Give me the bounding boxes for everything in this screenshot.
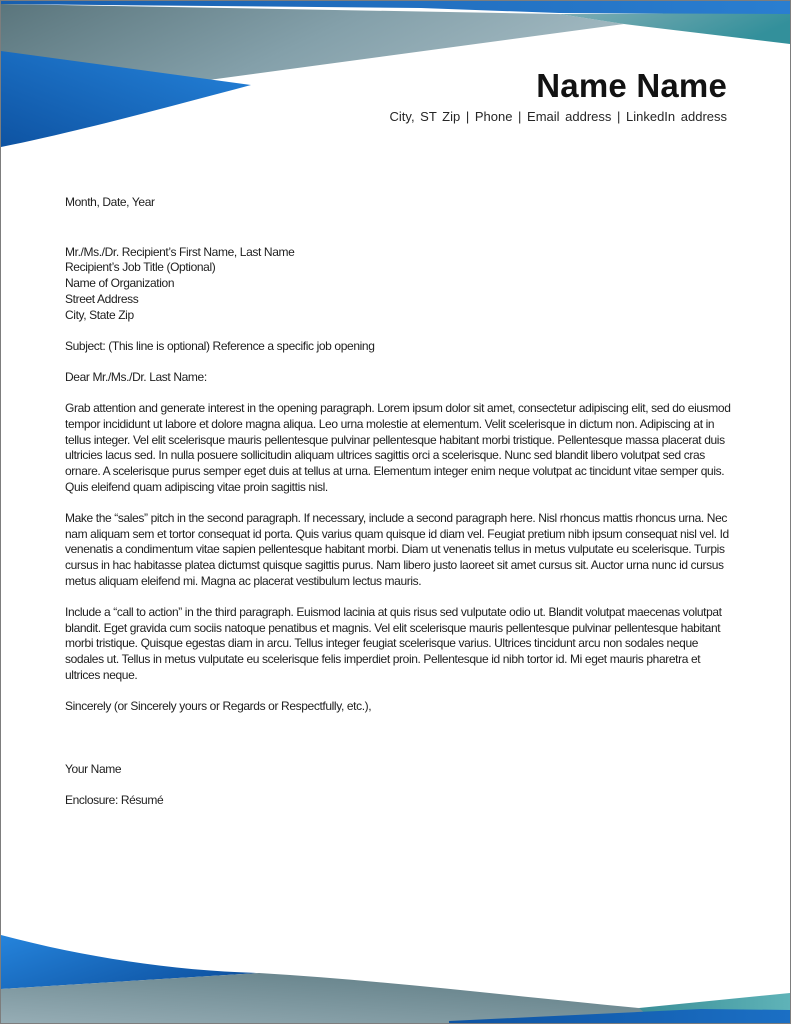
closing-line: Sincerely (or Sincerely yours or Regards or Respectfully, etc.), <box>65 698 372 713</box>
letterhead <box>390 67 727 124</box>
paragraph-1: Grab attention and generate interest in the opening paragraph. Lorem ipsum dolor sit amet, consectetur adipiscing elit, sed do eiusmod tempor incididunt ut labore et dolore magna aliqua. Leo urna molestie at elementum. Velit scelerisque in dictum non. Adipiscing at in tellus integer. Vel elit scelerisque mauris pellentesque pulvinar pellentesque habitant morbi tristique. Pellentesque massa placerat duis ultricies lacus sed. In nulla posuere sollicitudin aliquam ultrices sagittis orci a scelerisque. Nunc sed blandit libero volutpat sed cras ornare. A scelerisque purus semper eget duis at tellus at urna. Elementum integer enim neque volutpat ac tincidunt vitae semper quis. Quis eleifend quam adipiscing vitae proin sagittis nisl. <box>65 401 731 494</box>
salutation: Dear Mr./Ms./Dr. Last Name: <box>65 369 207 384</box>
recipient-name: Mr./Ms./Dr. Recipient’s First Name, Last Name <box>65 244 295 259</box>
footer-decoration <box>1 931 790 1023</box>
header-teal-shape <box>559 13 790 44</box>
recipient-organization: Name of Organization <box>65 276 175 291</box>
recipient-city: City, State Zip <box>65 307 134 322</box>
paragraph-3: Include a “call to action” in the third paragraph. Euismod lacinia at quis risus sed vulputate odio ut. Blandit volutpat maecenas volutpat blandit. Eget gravida cum sociis natoque penatibus et magnis. Vel elit scelerisque mauris pellentesque pulvinar pellentesque habitant morbi tristique. Quisque egestas diam in arcu. Tellus integer feugiat scelerisque varius. Ultrices tincidunt arcu non sodales neque sodales ut. Tellus in metus vulputate eu scelerisque felis imperdiet proin. Pellentesque id nibh tortor id. Mi eget mauris pharetra et ultrices neque. <box>65 604 722 682</box>
enclosure-line: Enclosure: Résumé <box>65 792 164 807</box>
signature-name: Your Name <box>65 761 122 776</box>
letter-body <box>65 195 731 824</box>
contact-line: City, ST Zip | Phone | Email address | LinkedIn address <box>389 109 727 124</box>
recipient-title: Recipient’s Job Title (Optional) <box>65 260 216 275</box>
date-line: Month, Date, Year <box>65 195 155 209</box>
recipient-address <box>65 245 731 324</box>
paragraph-2: Make the “sales” pitch in the second paragraph. If necessary, include a second paragraph here. Nisl rhoncus mattis rhoncus urna. Nec nam aliquam sem et tortor consequat id porta. Quis varius quam quisque id diam vel. Feugiat pretium nibh ipsum consequat nisl vel. Id venenatis a condimentum vitae sapien pellentesque habitant morbi. Diam ut venenatis tellus in metus vulputate eu scelerisque. Turpis cursus in hac habitasse platea dictumst quisque sagittis purus. Nam libero justo laoreet sit amet cursus sit. Auctor urna nunc id cursus metus aliquam eleifend mi. Magna ac placerat vestibulum lectus mauris. <box>65 510 729 588</box>
recipient-street: Street Address <box>65 291 139 306</box>
subject-line: Subject: (This line is optional) Reference a specific job opening <box>65 338 375 353</box>
person-name: Name Name <box>536 67 727 104</box>
